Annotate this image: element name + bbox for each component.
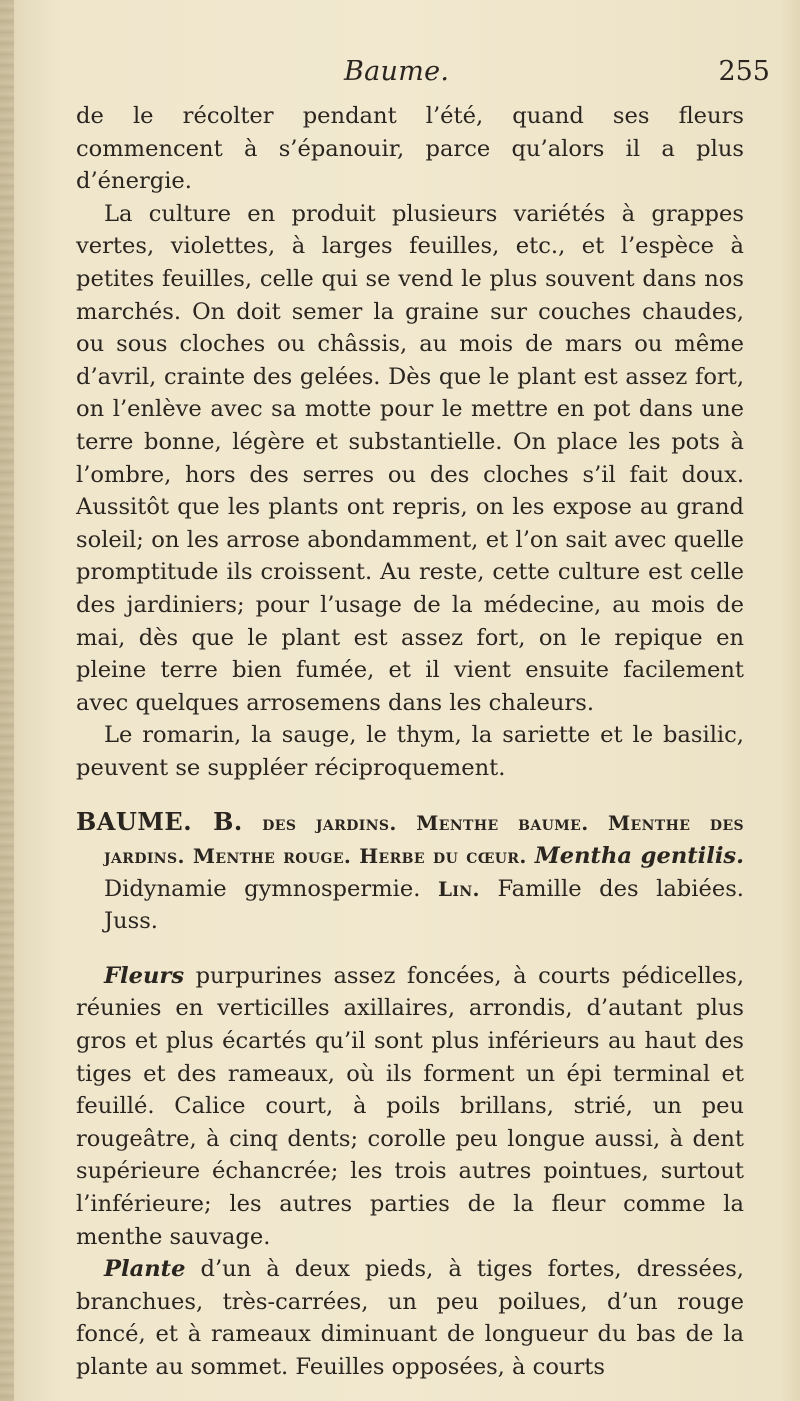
plante-text: d’un à deux pieds, à tiges fortes, dressées, branchues, très-carrées, un peu poilues, d’un rouge foncé, et à rameaux diminuant de longueur du bas de la plante au sommet. Feuilles opposées, à courts [76,1256,744,1380]
paragraph-culture: La culture en produit plusieurs variétés à grappes vertes, violettes, à larges feuilles, etc., et l’espèce à petites feuilles, celle qui se vend le plus souvent dans nos marchés. On doit semer la graine sur couches chaudes, ou sous cloches ou châssis, au mois de mars ou même d’avril, crainte des gelées. Dès que le plant est assez fort, on l’enlève avec sa motte pour le mettre en pot dans une terre bonne, légère et substantielle. On place les pots à l’ombre, hors des serres ou des cloches s’il fait doux. Aussitôt que les plants ont repris, on les expose au grand soleil; on les arrose abondamment, et l’on sait avec quelle promptitude ils croissent. Au reste, cette culture est celle des jardiniers; pour l’usage de la médecine, au mois de mai, dès que le plant est assez fort, on le repique en pleine terre bien fumée, et il vient ensuite facilement avec quelques arrosemens dans les chaleurs. [76,200,744,716]
fleurs-text: purpurines assez foncées, à courts pédicelles, réunies en verticilles axillaires, arrondis, d’autant plus gros et plus écartés qu’il sont plus inférieurs au haut des tiges et des rameaux, où ils forment un épi terminal et feuillé. Calice court, à poils brillans, strié, un peu rougeâtre, à cinq dents; corolle peu longue aussi, à dent supérieure échancrée; les trois autres pointues, surtout l’inférieure; les autres parties de la fleur comme la menthe sauvage. [76,962,744,1250]
book-spine-shadow [0,0,14,1401]
page-header [74,56,774,96]
entry-linnaeus-abbr: Lin. [437,876,480,901]
dictionary-entry [76,806,744,937]
entry-latin-name: Mentha gentilis. [534,843,745,870]
entry-name-menthe-baume: Menthe baume. [416,811,589,836]
paragraph-fleurs [76,960,744,1253]
entry-name-menthe-jardins: Menthe des jardins. [104,811,745,869]
entry-name-herbe-coeur: Herbe du cœur. [359,844,527,869]
fleurs-label: Fleurs [104,962,185,989]
paragraph-substitutes: Le romarin, la sauge, le thym, la sariette et le basilic, peuvent se suppléer réciproquement. [76,722,744,781]
paragraph-plante [76,1253,744,1383]
running-title: Baume. [344,56,450,87]
plante-label: Plante [104,1256,186,1283]
entry-classification: Didynamie gymnospermie. [104,875,421,902]
paragraph-harvest: de le récolter pendant l’été, quand ses fleurs commencent à s’épanouir, parce qu’alors il a plus d’énergie. [76,103,744,195]
entry-headword: BAUME. B. [76,807,243,837]
page-number: 255 [718,56,770,87]
entry-name-menthe-rouge: Menthe rouge. [192,844,352,869]
entry-name-jardins: des jardins. [262,811,397,836]
page-body [76,100,744,1384]
entry-family: Famille des labiées. Juss. [104,875,744,935]
